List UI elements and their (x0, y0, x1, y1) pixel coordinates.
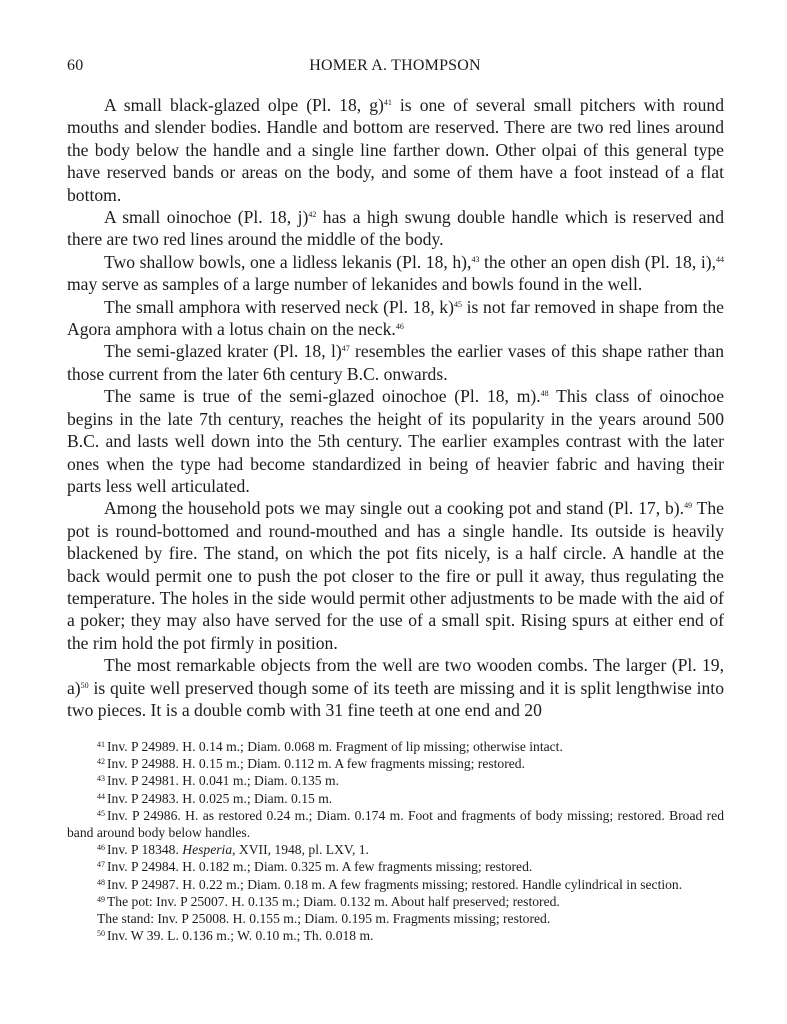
footnote (67, 927, 724, 944)
footnote-text: Inv. P 24988. H. 0.15 m.; Diam. 0.112 m. A few fragments missing; restored. (107, 756, 525, 772)
footnote-ref: 45 (453, 299, 462, 309)
paragraph-text: A small black-glazed olpe (Pl. 18, g) (104, 95, 384, 115)
footnote-number: 47 (97, 860, 105, 870)
paragraph-text: The semi-glazed krater (Pl. 18, l) (104, 341, 342, 362)
footnote-ref: 47 (341, 344, 350, 354)
footnote (67, 755, 724, 772)
footnote-number: 45 (97, 808, 105, 818)
paragraph-text: This class of oinochoe begins in the late 7th century, reaches the height of its popularity in the years around 500 B.C. and lasts well down into the 5th century. The earlier examples contrast with the later ones when the type had become standardized in being of heavier fabric and having their parts less well articulated. (67, 386, 725, 496)
footnote-text: Inv. P 24987. H. 0.22 m.; Diam. 0.18 m. A few fragments missing; restored. Handle cylindrical in section. (107, 876, 683, 892)
paragraph-text: Two shallow bowls, one a lidless lekanis (Pl. 18, h), (104, 251, 472, 272)
paragraph (67, 94, 724, 206)
footnote-number: 42 (97, 757, 105, 767)
footnote-ref: 43 (471, 254, 480, 264)
footnote-text: The stand: Inv. P 25008. H. 0.155 m.; Diam. 0.195 m. Fragments missing; restored. (97, 911, 551, 927)
footnote-ref: 44 (716, 254, 724, 264)
footnote-number: 43 (97, 774, 105, 784)
paragraph (67, 654, 724, 721)
paragraph-text: The pot is round-bottomed and round-mouthed and has a single handle. Its outside is heavily blackened by fire. The stand, on which the pot fits nicely, is a half circle. A handle at the back would permit one to push the pot closer to the fire or pull it away, thus regulating the temperature. The holes in the side would permit other adjustments to be made with the aid of a poker; they may also have served for the use of a small spit. Rising spurs at either end of the rim hold the pot firmly in position. (67, 498, 724, 653)
paragraph-text: The same is true of the semi-glazed oinochoe (Pl. 18, m). (104, 386, 541, 407)
paragraph (67, 340, 724, 385)
footnote-text: Inv. P 18348. (107, 842, 183, 858)
footnote-text: Inv. P 24983. H. 0.025 m.; Diam. 0.15 m. (107, 790, 333, 806)
running-head-title: HOMER A. THOMPSON (309, 57, 481, 74)
footnote-ref: 42 (308, 210, 317, 220)
footnote-number: 50 (97, 929, 105, 939)
paragraph-text: is one of several small pitchers with round mouths and slender bodies. Handle and bottom are reserved. There are two red lines around the body below the handle and a single line farther down. Other olpai of this general type have reserved bands or areas on the body, and some of them have a foot instead of a flat bottom. (67, 95, 724, 205)
paragraph-text: is quite well preserved though some of its teeth are missing and it is split lengthwise into two pieces. It is a double comb with 31 fine teeth at one end and 20 (67, 677, 724, 720)
footnote (67, 790, 724, 807)
footnote-ref: 46 (395, 322, 404, 332)
footnote-number: 49 (97, 894, 105, 904)
page-number: 60 (67, 57, 84, 74)
footnote (67, 807, 724, 841)
footnote (67, 893, 724, 910)
footnote-number: 41 (97, 740, 105, 749)
footnote-ref: 48 (540, 389, 549, 399)
footnote-text: Inv. P 24989. H. 0.14 m.; Diam. 0.068 m. Fragment of lip missing; otherwise intact. (107, 739, 563, 754)
paragraph (67, 206, 724, 251)
footnote-number: 48 (97, 877, 105, 887)
paragraph-text: the other an open dish (Pl. 18, i), (479, 251, 716, 272)
footnote (67, 841, 724, 858)
footnote-ref: 50 (80, 680, 89, 690)
footnote-text: Inv. W 39. L. 0.136 m.; W. 0.10 m.; Th. 0.018 m. (107, 928, 374, 944)
paragraph (67, 497, 724, 654)
journal-title: Hesperia (182, 842, 233, 858)
paragraph-text: may serve as samples of a large number of lekanides and bowls found in the well. (67, 274, 643, 295)
footnote (67, 876, 724, 893)
footnote-ref: 41 (383, 98, 392, 107)
paragraph (67, 251, 724, 296)
paragraph-text: Among the household pots we may single out a cooking pot and stand (Pl. 17, b). (104, 498, 685, 519)
footnote (67, 858, 724, 875)
paragraph (67, 385, 724, 497)
footnote-number: 46 (97, 843, 105, 853)
footnote-text: , XVII, 1948, pl. LXV, 1. (232, 842, 369, 858)
paragraph-text: The small amphora with reserved neck (Pl. 18, k) (104, 296, 454, 317)
paragraph-text: resembles the earlier vases of this shape rather than those current from the later 6th century B.C. onwards. (67, 341, 724, 384)
footnote (67, 772, 724, 789)
running-header (67, 57, 723, 81)
body-text (67, 94, 724, 721)
paragraph-text: is not far removed in shape from the Agora amphora with a lotus chain on the neck. (67, 296, 724, 340)
footnote-number: 44 (97, 791, 105, 801)
footnote-text: The pot: Inv. P 25007. H. 0.135 m.; Diam. 0.132 m. About half preserved; restored. (107, 893, 560, 909)
paragraph (67, 296, 724, 341)
footnote-text: Inv. P 24981. H. 0.041 m.; Diam. 0.135 m. (107, 773, 339, 789)
paragraph-text: has a high swung double handle which is reserved and there are two red lines around the middle of the body. (67, 207, 724, 250)
footnotes (67, 738, 724, 944)
footnote-ref: 49 (684, 501, 693, 511)
footnote-text: Inv. P 24984. H. 0.182 m.; Diam. 0.325 m. A few fragments missing; restored. (107, 859, 533, 875)
footnote (67, 738, 724, 755)
paragraph-text: The most remarkable objects from the well are two wooden combs. The larger (Pl. 19, a) (67, 655, 724, 698)
paragraph-text: A small oinochoe (Pl. 18, j) (104, 207, 309, 228)
footnote-continuation (67, 910, 724, 927)
footnote-text: Inv. P 24986. H. as restored 0.24 m.; Diam. 0.174 m. Foot and fragments of body missing; restored. Broad red band around body below handles. (67, 807, 724, 841)
